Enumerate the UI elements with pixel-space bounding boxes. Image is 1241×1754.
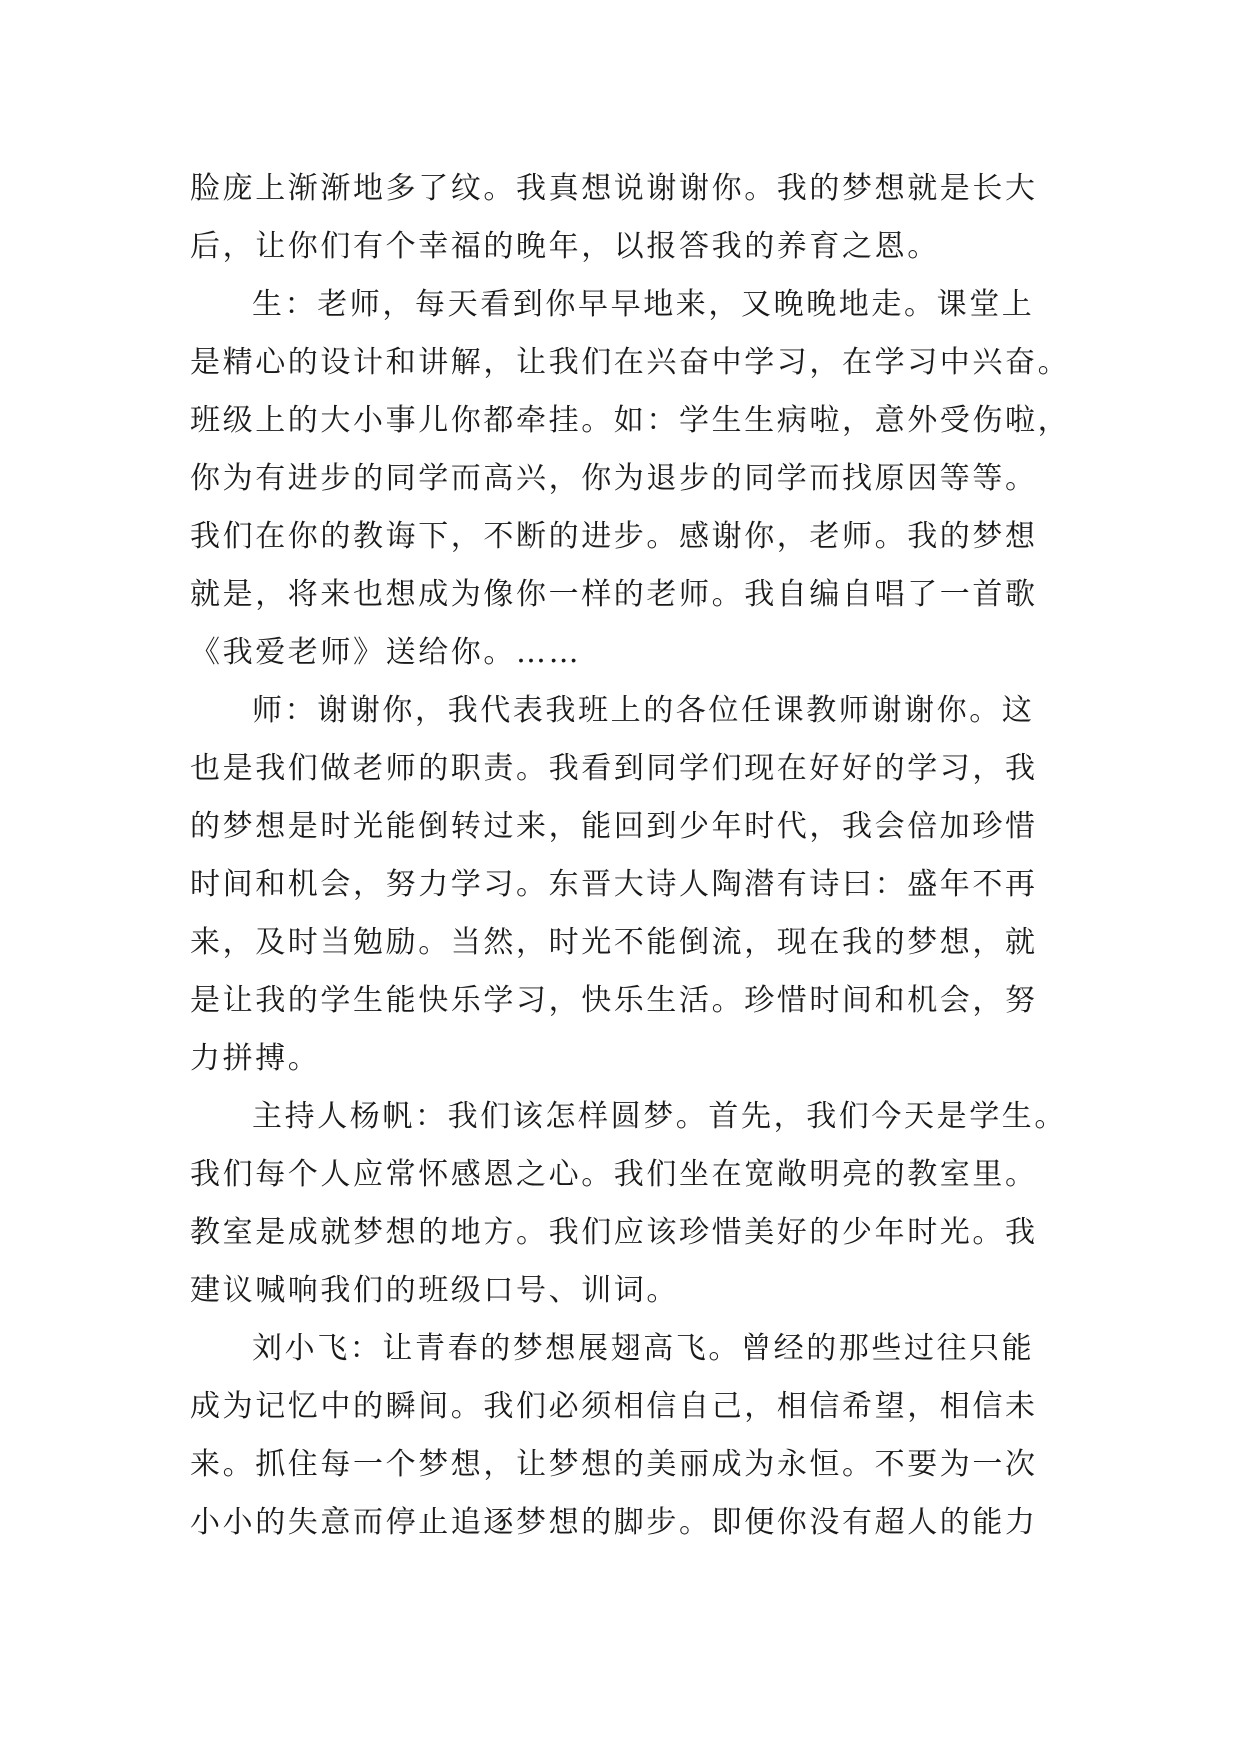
text-line: 力拼搏。: [190, 1041, 321, 1076]
text-line: 的梦想是时光能倒转过来，能回到少年时代，我会倍加珍惜: [190, 809, 1038, 844]
text-line: 脸庞上渐渐地多了纹。我真想说谢谢你。我的梦想就是长大: [190, 171, 1038, 206]
text-line: 就是，将来也想成为像你一样的老师。我自编自唱了一首歌: [190, 577, 1038, 612]
text-line: 建议喊响我们的班级口号、训词。: [190, 1273, 679, 1308]
text-line: 教室是成就梦想的地方。我们应该珍惜美好的少年时光。我: [190, 1215, 1038, 1250]
text-line: 你为有进步的同学而高兴，你为退步的同学而找原因等等。: [190, 461, 1038, 496]
text-line: 来。抓住每一个梦想，让梦想的美丽成为永恒。不要为一次: [190, 1447, 1038, 1482]
text-line: 是让我的学生能快乐学习，快乐生活。珍惜时间和机会，努: [190, 983, 1038, 1018]
text-line: 也是我们做老师的职责。我看到同学们现在好好的学习，我: [190, 751, 1038, 786]
text-line: 来，及时当勉励。当然，时光不能倒流，现在我的梦想，就: [190, 925, 1038, 960]
text-line: 班级上的大小事儿你都牵挂。如：学生生病啦，意外受伤啦，: [190, 403, 1071, 438]
text-line: 成为记忆中的瞬间。我们必须相信自己，相信希望，相信未: [190, 1389, 1038, 1424]
text-line: 后，让你们有个幸福的晚年，以报答我的养育之恩。: [190, 229, 940, 264]
paragraph-start: 主持人杨帆：我们该怎样圆梦。首先，我们今天是学生。: [252, 1099, 1067, 1134]
text-line: 我们每个人应常怀感恩之心。我们坐在宽敞明亮的教室里。: [190, 1157, 1038, 1192]
paragraph-start: 师：谢谢你，我代表我班上的各位任课教师谢谢你。这: [252, 693, 1035, 728]
text-line: 时间和机会，努力学习。东晋大诗人陶潜有诗曰：盛年不再: [190, 867, 1038, 902]
text-line: 我们在你的教诲下，不断的进步。感谢你，老师。我的梦想: [190, 519, 1038, 554]
paragraph-start: 刘小飞：让青春的梦想展翅高飞。曾经的那些过往只能: [252, 1331, 1035, 1366]
paragraph-start: 生：老师，每天看到你早早地来，又晚晚地走。课堂上: [252, 287, 1035, 322]
text-line: 是精心的设计和讲解，让我们在兴奋中学习，在学习中兴奋。: [190, 345, 1071, 380]
text-line: 《我爱老师》送给你。……: [190, 635, 582, 670]
text-line: 小小的失意而停止追逐梦想的脚步。即便你没有超人的能力: [190, 1505, 1038, 1540]
